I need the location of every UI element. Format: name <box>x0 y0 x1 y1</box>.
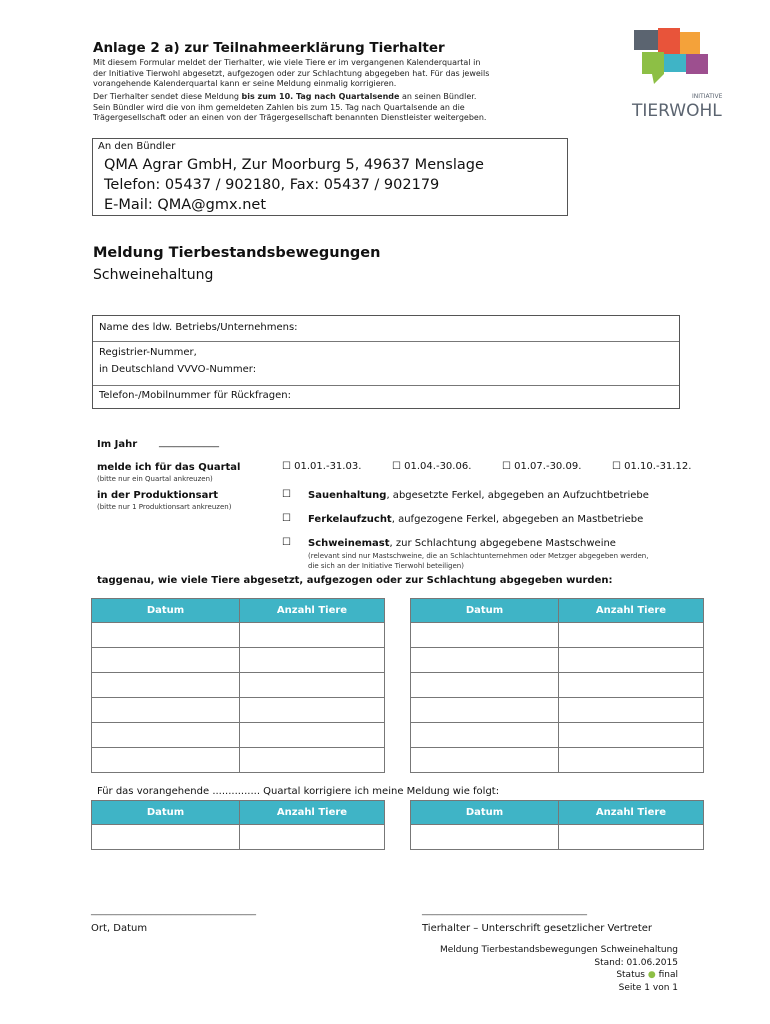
column-header-date: Datum <box>92 801 240 825</box>
column-header-count: Anzahl Tiere <box>559 599 704 623</box>
bundler-address: QMA Agrar GmbH, Zur Moorburg 5, 49637 Menslage <box>104 157 484 173</box>
quarter-option[interactable] <box>392 461 471 472</box>
date-cell[interactable] <box>92 748 240 773</box>
count-cell[interactable] <box>559 648 704 673</box>
table-row <box>92 825 385 850</box>
date-cell[interactable] <box>411 698 559 723</box>
date-cell[interactable] <box>92 623 240 648</box>
deadline-line <box>93 92 563 103</box>
bundler-email: E-Mail: QMA@gmx.net <box>104 197 266 213</box>
registration-number-field[interactable] <box>93 342 679 386</box>
logo-block <box>658 28 680 54</box>
correction-text: Für das vorangehende ............... Quartal korrigiere ich meine Meldung wie folgt: <box>97 786 500 797</box>
year-label: Im Jahr <box>97 439 138 450</box>
table-header-row <box>92 599 385 623</box>
quarter-hint: (bitte nur ein Quartal ankreuzen) <box>97 475 213 483</box>
registration-label: Registrier-Nummer, <box>99 347 197 358</box>
date-cell[interactable] <box>411 825 559 850</box>
intro-text <box>93 58 553 90</box>
production-option-sauen <box>308 490 649 501</box>
correction-table-left <box>91 800 385 850</box>
option-name: Schweinemast <box>308 538 390 549</box>
logo-block <box>642 52 664 74</box>
deadline-text <box>93 92 563 124</box>
count-cell[interactable] <box>559 623 704 648</box>
logo-block <box>664 54 686 72</box>
checkbox-icon[interactable]: ☐ <box>502 461 511 472</box>
deadline-line: Sein Bündler wird die von ihm gemeldeten Zahlen bis zum 15. Tag nach Quartalsende an die <box>93 102 465 112</box>
farm-name-field[interactable] <box>93 316 679 342</box>
deadline-pre: Der Tierhalter sendet diese Meldung <box>93 92 242 101</box>
logo-block <box>686 54 708 74</box>
farm-name-label: Name des ldw. Betriebs/Unternehmens: <box>99 322 298 333</box>
logo-name: TIERWOHL <box>632 101 722 121</box>
phone-label: Telefon-/Mobilnummer für Rückfragen: <box>99 390 291 401</box>
tierwohl-logo <box>628 26 738 121</box>
correction-table-right <box>410 800 704 850</box>
table-row <box>92 648 385 673</box>
count-cell[interactable] <box>240 748 385 773</box>
table-row <box>411 723 704 748</box>
option-desc: , zur Schlachtung abgegebene Mastschweine <box>389 538 616 549</box>
form-title: Anlage 2 a) zur Teilnahmeerklärung Tierhalter <box>93 40 445 56</box>
table-row <box>92 723 385 748</box>
count-cell[interactable] <box>240 698 385 723</box>
signature-label: Tierhalter – Unterschrift gesetzlicher Vertreter <box>422 923 653 934</box>
count-cell[interactable] <box>240 723 385 748</box>
deadline-bold: bis zum 10. Tag nach Quartalsende <box>241 92 400 101</box>
option-desc: , aufgezogene Ferkel, abgegeben an Mastbetriebe <box>391 514 644 525</box>
checkbox-icon[interactable]: ☐ <box>282 461 291 472</box>
count-cell[interactable] <box>240 673 385 698</box>
table-row <box>92 673 385 698</box>
production-option-mast <box>308 538 616 549</box>
farm-info-box <box>92 315 680 409</box>
checkbox-icon[interactable]: ☐ <box>282 489 291 500</box>
option-desc: , abgesetzte Ferkel, abgegeben an Aufzuchtbetriebe <box>386 490 649 501</box>
date-cell[interactable] <box>411 648 559 673</box>
date-cell[interactable] <box>92 698 240 723</box>
place-date-line[interactable]: _________________________________ <box>91 905 256 916</box>
table-row <box>411 825 704 850</box>
count-cell[interactable] <box>559 723 704 748</box>
column-header-date: Datum <box>411 801 559 825</box>
date-cell[interactable] <box>411 748 559 773</box>
quarter-label: 01.07.-30.09. <box>514 461 582 472</box>
intro-line: Mit diesem Formular meldet der Tierhalter, wie viele Tiere er im vergangenen Kalenderquartal in <box>93 58 481 67</box>
date-cell[interactable] <box>92 648 240 673</box>
logo-block <box>634 30 658 50</box>
vvvo-label: in Deutschland VVVO-Nummer: <box>99 364 257 375</box>
date-cell[interactable] <box>92 673 240 698</box>
deadline-post: an seinen Bündler. <box>399 92 477 101</box>
checkbox-icon[interactable]: ☐ <box>282 537 291 548</box>
count-cell[interactable] <box>559 825 704 850</box>
table-row <box>411 648 704 673</box>
intro-line: vorangehende Kalenderquartal kann er seine Meldung einmalig korrigieren. <box>93 79 397 89</box>
status-value: final <box>658 970 678 980</box>
date-cell[interactable] <box>411 723 559 748</box>
footer-status <box>440 969 678 982</box>
deadline-line: Trägergesellschaft oder an einen von der Trägergesellschaft benannten Dienstleister weitergeben. <box>93 113 487 123</box>
place-date-label: Ort, Datum <box>91 923 148 934</box>
column-header-count: Anzahl Tiere <box>240 801 385 825</box>
table-row <box>411 623 704 648</box>
footer-date: Stand: 01.06.2015 <box>594 957 678 968</box>
mast-note: (relevant sind nur Mastschweine, die an Schlachtunternehmen oder Metzger abgegeben werden, <box>308 552 649 560</box>
table-row <box>92 748 385 773</box>
production-option-ferkel <box>308 514 643 525</box>
tierwohl-logo-mark <box>628 26 738 121</box>
footer-title: Meldung Tierbestandsbewegungen Schweinehaltung <box>439 945 678 955</box>
date-cell[interactable] <box>411 623 559 648</box>
signature-line[interactable]: _________________________________ <box>422 905 587 916</box>
table-row <box>411 698 704 723</box>
table-row <box>411 673 704 698</box>
column-header-date: Datum <box>411 599 559 623</box>
checkbox-icon[interactable]: ☐ <box>612 461 621 472</box>
section-subtitle: Schweinehaltung <box>93 267 214 283</box>
count-cell[interactable] <box>240 623 385 648</box>
intro-line: der Initiative Tierwohl abgesetzt, aufgezogen oder zur Schlachtung abgegeben hat. Für das jeweils <box>93 68 490 78</box>
phone-field[interactable] <box>93 386 679 409</box>
date-cell[interactable] <box>411 673 559 698</box>
section-title: Meldung Tierbestandsbewegungen <box>93 245 381 261</box>
quarter-label: melde ich für das Quartal <box>97 462 241 473</box>
table-header-row <box>411 801 704 825</box>
table-row <box>92 698 385 723</box>
status-label: Status <box>616 970 645 980</box>
quarter-option[interactable] <box>612 461 691 472</box>
column-header-count: Anzahl Tiere <box>559 801 704 825</box>
summary-heading: taggenau, wie viele Tiere abgesetzt, aufgezogen oder zur Schlachtung abgegeben wurden: <box>97 575 613 586</box>
footer-page: Seite 1 von 1 <box>618 982 678 993</box>
checkbox-icon[interactable]: ☐ <box>282 513 291 524</box>
table-header-row <box>92 801 385 825</box>
status-dot-icon: ● <box>647 970 656 980</box>
quarter-label: 01.04.-30.06. <box>404 461 472 472</box>
checkbox-icon[interactable]: ☐ <box>392 461 401 472</box>
count-cell[interactable] <box>240 825 385 850</box>
date-cell[interactable] <box>92 723 240 748</box>
production-hint: (bitte nur 1 Produktionsart ankreuzen) <box>97 503 232 511</box>
option-name: Ferkelaufzucht <box>308 514 392 525</box>
count-cell[interactable] <box>559 748 704 773</box>
table-row <box>92 623 385 648</box>
year-input[interactable]: ____________ <box>159 437 219 448</box>
bundler-phone: Telefon: 05437 / 902180, Fax: 05437 / 902179 <box>104 177 440 193</box>
quarter-label: 01.01.-31.03. <box>294 461 362 472</box>
option-name: Sauenhaltung <box>308 490 387 501</box>
mast-note: die sich an der Initiative Tierwohl beteiligen) <box>308 562 464 570</box>
entries-table-right <box>410 598 704 773</box>
table-header-row <box>411 599 704 623</box>
bundler-label: An den Bündler <box>98 141 176 152</box>
table-row <box>411 748 704 773</box>
logo-block <box>652 74 664 84</box>
column-header-date: Datum <box>92 599 240 623</box>
quarter-option[interactable] <box>502 461 581 472</box>
logo-initiative: INITIATIVE <box>692 93 723 100</box>
column-header-count: Anzahl Tiere <box>240 599 385 623</box>
entries-table-left <box>91 598 385 773</box>
count-cell[interactable] <box>240 648 385 673</box>
quarter-label: 01.10.-31.12. <box>624 461 692 472</box>
footer <box>440 944 678 994</box>
date-cell[interactable] <box>92 825 240 850</box>
count-cell[interactable] <box>559 673 704 698</box>
count-cell[interactable] <box>559 698 704 723</box>
quarter-option[interactable] <box>282 461 361 472</box>
logo-block <box>680 32 700 54</box>
production-label: in der Produktionsart <box>97 490 219 501</box>
